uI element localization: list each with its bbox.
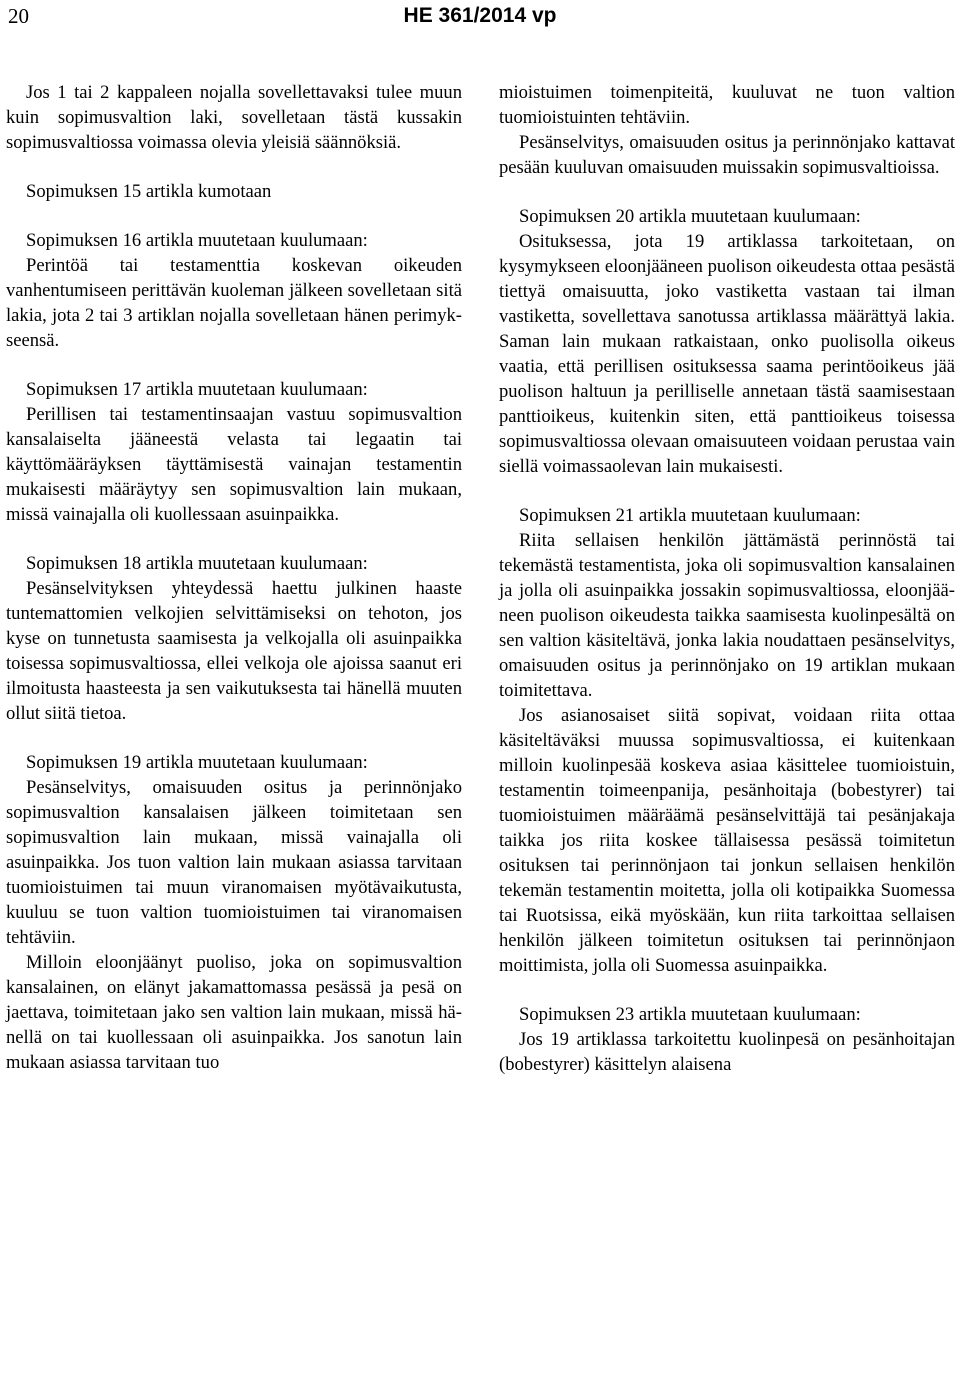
article-heading: Sopimuksen 19 artikla muutetaan kuulumaan: [26,752,368,773]
article-heading: Sopimuksen 17 artikla muutetaan kuulumaan: [26,379,368,400]
paragraph: Osituksessa, jota 19 artiklassa tarkoitetaan, on kysymykseen eloonjääneen puolison oikeudesta ottaa pesästä tiettyä omaisuutta, joko vastiketta vastaan tai ilman vastiketta, sovellettava sanotussa artiklassa määrättyä lakia. Saman lain mukaan ratkaistaan, onko puolisolla oikeus vaatia, että perillisen osituksessa saama perintöoikeus jää puolison haltuun ja perilliselle annetaan tästä saamisestaan panttioikeus, kuitenkin siten, että panttioikeus toisessa sopimusvaltiossa olevaan omaisuuteen voidaan perustaa vain siellä voimassaolevan lain mukaisesti. [499,231,955,477]
running-head: HE 361/2014 vp [403,4,557,27]
paragraph: Pesänselvityksen yhteydessä haettu julkinen haaste tuntemattomien velkojien selvittämiseksi on tehoton, jos kyse on tunnetusta saamisesta ja velkojalla oli asuinpaikka toisessa sopimusvaltiossa, ellei velkoja ole ajoissa saanut eri ilmoitusta haasteesta ja sen vaikutuksesta tai hänellä muuten ollut siitä tietoa. [6,578,462,724]
paragraph: Jos asianosaiset siitä sopivat, voidaan riita ottaa käsiteltäväksi muussa sopimusvaltiossa, ei kuitenkaan milloin kuolinpesää koskeva asiaa käsittelee tuomioistuin, testamentin toimeenpanija, pesänhoitaja (bobestyrer) tai tuomioistuimen määräämä pesänselvittäjä tai pesänjakaja taikka jos riita koskee tällaisessa pesässä toimitetun osituksen tai perinnönjaon tai jonkun sellaisen henkilön tekemän testamentin moitetta, jolla oli kotipaikka Suomessa tai Ruotsissa, eikä myöskään, kun riita tarkoittaa sellaisen henkilön jälkeen toimitetun osituksen tai perinnönjaon moittimista, jolla oli Suomessa asuinpaikka. [499,705,955,976]
paragraph: Jos 19 artiklassa tarkoitettu kuolinpesä on pesänhoitajan (bobestyrer) käsittelyn alaisena [499,1029,955,1075]
paragraph: Perillisen tai testamentinsaajan vastuu sopimusvaltion kansalaiselta jääneestä velasta tai legaatin tai käyttömääräyksen täyttämisestä vainajan testamentin mukaisesti määräytyy sen sopimusvaltion lain mukaan, missä vainajalla oli kuollessaan asuinpaikka. [6,404,462,525]
article-heading: Sopimuksen 16 artikla muutetaan kuulumaan: [26,230,368,251]
paragraph: Riita sellaisen henkilön jättämästä perinnöstä tai tekemästä testamentista, joka oli sopimusvaltion kansalainen ja jolla oli asuinpaikka jossakin sopimusvaltiossa, eloonjääneen puolison oikeudesta taikka saamisesta kuolinpesältä on sen valtion käsiteltävä, jonka lakia noudattaen pesänselvitys, omaisuuden ositus ja perinnönjako on 19 artiklan mukaan toimitettava. [499,530,955,701]
left-column [6,80,462,1075]
paragraph: Jos 1 tai 2 kappaleen nojalla sovellettavaksi tulee muun kuin sopimusvaltion laki, sovelletaan tästä kussakin sopimusvaltiossa voimassa olevia yleisiä säännöksiä. [6,82,462,153]
paragraph: Pesänselvitys, omaisuuden ositus ja perinnönjako kattavat pesään kuuluvan omaisuuden muissakin sopimusvaltioissa. [499,132,955,178]
paragraph: Pesänselvitys, omaisuuden ositus ja perinnönjako sopimusvaltion kansalaisen jälkeen toimitetaan sen sopimusvaltion lain mukaan, missä vainajalla oli asuinpaikka. Jos tuon valtion lain mukaan asiassa tarvitaan tuomioistuimen tai muun viranomaisen myötävaikutusta, kuuluu se tuon valtion tuomioistuimen tai viranomaisen tehtäviin. [6,777,462,948]
article-heading: Sopimuksen 15 artikla kumotaan [26,181,272,202]
paragraph: Perintöä tai testamenttia koskevan oikeuden vanhentumiseen perittävän kuoleman jälkeen sovelletaan sitä lakia, jota 2 tai 3 artiklan nojalla sovelletaan hänen perimykseensä. [6,255,462,351]
paragraph-continuation: mioistuimen toimenpiteitä, kuuluvat ne tuon valtion tuomioistuinten tehtäviin. [499,82,955,128]
page-number: 20 [8,4,29,28]
article-heading: Sopimuksen 23 artikla muutetaan kuulumaan: [519,1004,861,1025]
article-heading: Sopimuksen 18 artikla muutetaan kuulumaan: [26,553,368,574]
paragraph: Milloin eloonjäänyt puoliso, joka on sopimusvaltion kansalainen, on elänyt jakamattomassa pesässä ja pesä on jaettava, toimitetaan jako sen valtion lain mukaan, missä hänellä on tai kuollessaan oli asuinpaikka. Jos sanotun lain mukaan asiassa tarvitaan tuo [6,952,462,1073]
article-heading: Sopimuksen 21 artikla muutetaan kuulumaan: [519,505,861,526]
article-heading: Sopimuksen 20 artikla muutetaan kuulumaan: [519,206,861,227]
right-column [499,80,955,1077]
